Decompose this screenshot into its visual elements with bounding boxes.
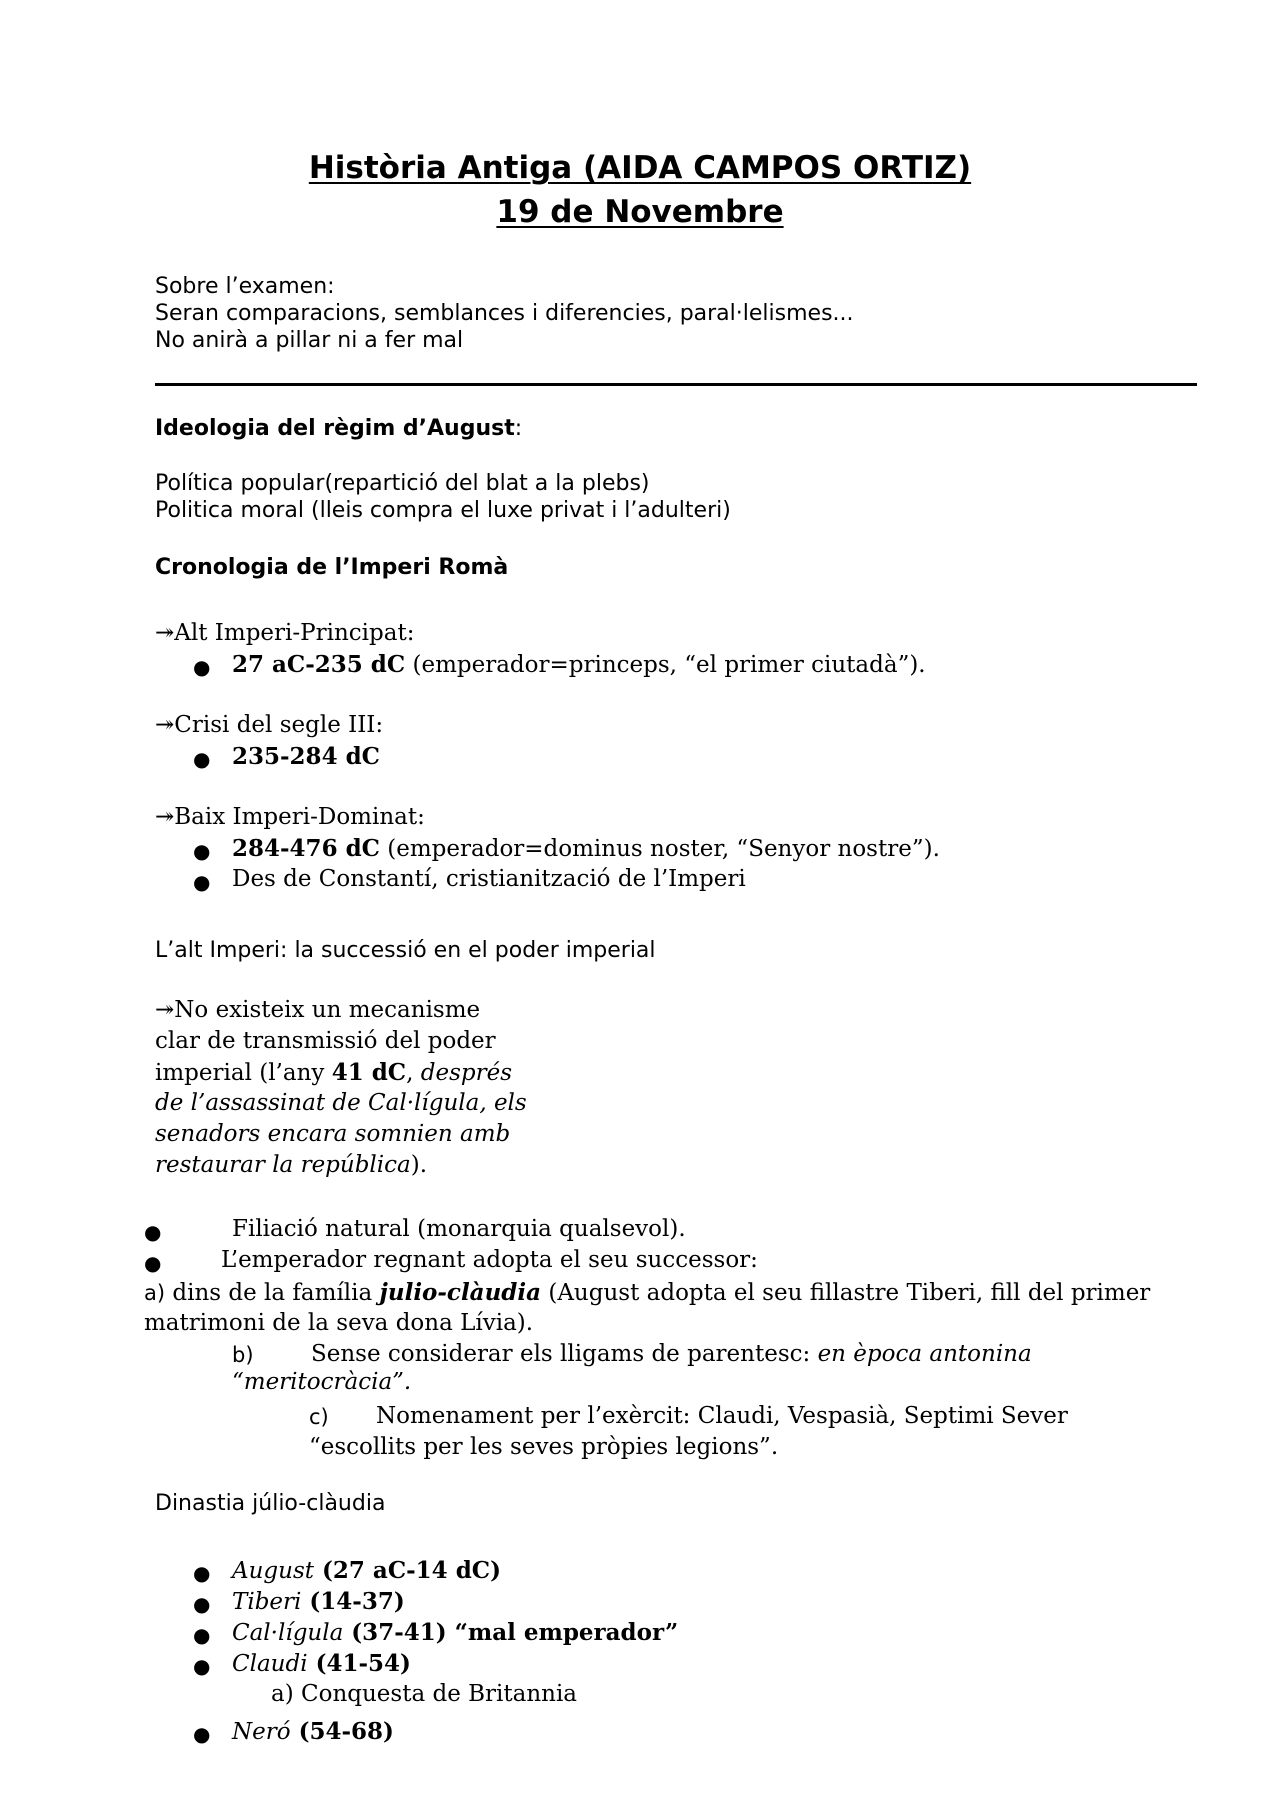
succession-bullet-1: Filiació natural (monarquia qualsevol). (232, 1216, 686, 1242)
ideology-line-2: Politica moral (lleis compra el luxe privat i l’adulteri) (155, 498, 731, 523)
emperor-caligula: Cal·lígula (37-41) “mal emperador” (232, 1619, 679, 1646)
document-title: Història Antiga (AIDA CAMPOS ORTIZ) (308, 150, 972, 186)
emperor-august: August (27 aC-14 dC) (232, 1557, 501, 1584)
arrow-icon: ↠ (155, 997, 175, 1023)
exam-line-2: Seran comparacions, semblances i diferencies, paral·lelismes... (155, 301, 854, 326)
horizontal-rule (155, 383, 1197, 386)
chronology-heading: Cronologia de l’Imperi Romà (155, 555, 509, 580)
ideology-line-1: Política popular(repartició del blat a la plebs) (155, 471, 650, 496)
arrow-icon: ↠ (155, 712, 175, 738)
succession-c-line-1: Nomenament per l’exèrcit: Claudi, Vespasià, Septimi Sever (376, 1403, 1068, 1429)
succession-bullet-2: L’emperador regnant adopta el seu successor: (221, 1247, 758, 1273)
succession-para-line-2: clar de transmissió del poder (155, 1028, 496, 1054)
succession-para-line-5: senadors encara somnien amb (155, 1121, 511, 1147)
period-baix-imperi-item-1: 284-476 dC (emperador=dominus noster, “Senyor nostre”). (232, 835, 940, 862)
emperor-nero: Neró (54-68) (232, 1718, 394, 1745)
succession-b-line-2: “meritocràcia”. (232, 1369, 412, 1395)
bullet-icon: ● (144, 1251, 162, 1275)
succession-para-line-3: imperial (l’any 41 dC, després (155, 1059, 513, 1086)
succession-c-label: c) (309, 1405, 329, 1429)
succession-para-line-4: de l’assassinat de Cal·lígula, els (155, 1090, 527, 1116)
period-baix-imperi-item-2: Des de Constantí, cristianització de l’Imperi (232, 866, 746, 892)
succession-b-label: b) (232, 1343, 254, 1367)
period-baix-imperi: ↠Baix Imperi-Dominat: (155, 804, 425, 830)
exam-line-3: No anirà a pillar ni a fer mal (155, 328, 464, 353)
exam-line-1: Sobre l’examen: (155, 274, 335, 299)
bullet-icon: ● (193, 747, 211, 771)
ideology-heading: Ideologia del règim d’August: (155, 416, 523, 441)
succession-para-line-6: restaurar la república). (155, 1152, 428, 1178)
bullet-icon: ● (193, 839, 211, 863)
bullet-icon: ● (193, 1722, 211, 1746)
bullet-icon: ● (193, 1592, 211, 1616)
dynasty-heading: Dinastia júlio-clàudia (155, 1491, 386, 1516)
bullet-icon: ● (144, 1220, 162, 1244)
emperor-tiberi: Tiberi (14-37) (232, 1588, 405, 1615)
period-crisi: ↠Crisi del segle III: (155, 712, 384, 738)
succession-heading: L’alt Imperi: la successió en el poder imperial (155, 938, 656, 963)
period-alt-imperi-item: 27 aC-235 dC (emperador=princeps, “el primer ciutadà”). (232, 651, 926, 678)
period-alt-imperi: ↠Alt Imperi-Principat: (155, 620, 415, 646)
document-date: 19 de Novembre (496, 194, 784, 230)
claudi-note: a) Conquesta de Britannia (271, 1681, 578, 1707)
bullet-icon: ● (193, 1561, 211, 1585)
bullet-icon: ● (193, 1623, 211, 1647)
succession-a-line-1: a) dins de la família julio-clàudia (August adopta el seu fillastre Tiberi, fill del primer (144, 1279, 1151, 1306)
succession-a-line-2: matrimoni de la seva dona Lívia). (144, 1310, 534, 1336)
arrow-icon: ↠ (155, 804, 175, 830)
period-crisi-item: 235-284 dC (232, 743, 380, 770)
bullet-icon: ● (193, 655, 211, 679)
succession-para-line-1: ↠No existeix un mecanisme (155, 997, 481, 1023)
succession-b-line-1: Sense considerar els lligams de parentesc: en època antonina (311, 1341, 1032, 1367)
bullet-icon: ● (193, 1654, 211, 1678)
succession-c-line-2: “escollits per les seves pròpies legions”. (309, 1434, 779, 1460)
bullet-icon: ● (193, 870, 211, 894)
arrow-icon: ↠ (155, 620, 175, 646)
emperor-claudi: Claudi (41-54) (232, 1650, 411, 1677)
